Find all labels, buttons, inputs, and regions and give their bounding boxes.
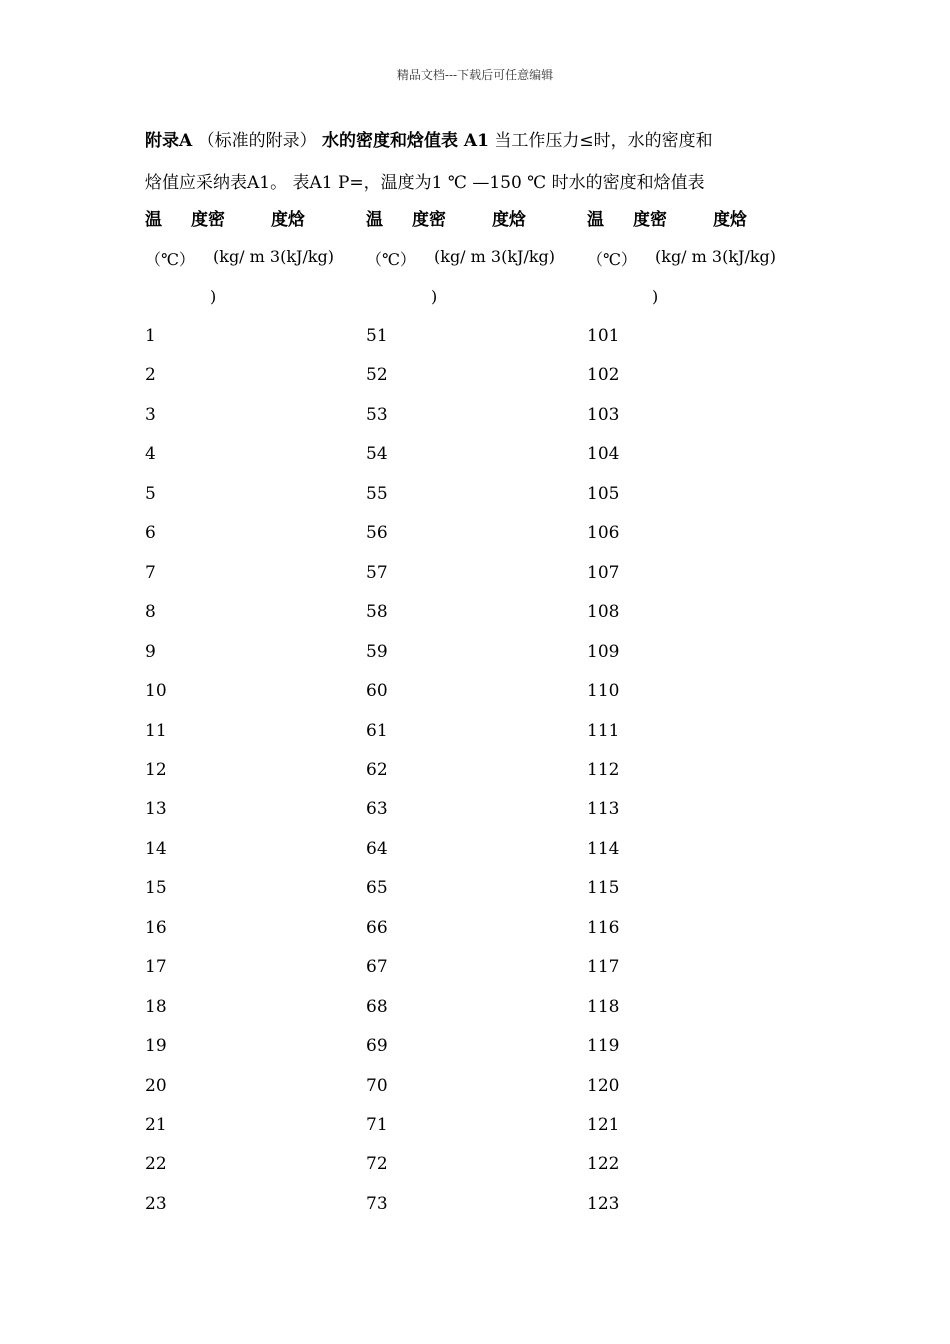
unit-values: (kg/ m 3(kJ/kg) — [213, 247, 335, 266]
temperature-cell: 66 — [366, 918, 388, 938]
intro-text: 当工作压力≤时，水的密度和 — [494, 131, 713, 151]
temperature-cell: 11 — [145, 721, 167, 741]
temperature-cell: 18 — [145, 997, 167, 1017]
temperature-cell: 118 — [587, 997, 620, 1017]
temperature-cell: 60 — [366, 681, 388, 701]
temperature-cell: 101 — [587, 326, 620, 346]
temperature-cell: 59 — [366, 642, 388, 662]
header-enthalpy: 度焓 — [492, 210, 526, 230]
unit-close: ) — [652, 287, 659, 306]
temperature-cell: 1 — [145, 326, 156, 346]
temperature-cell: 71 — [366, 1115, 388, 1135]
intro-line-2: 焓值应采纳表A1。 表A1 P=，温度为1 ℃ —150 ℃ 时水的密度和焓值表 — [145, 173, 705, 193]
temperature-cell: 10 — [145, 681, 167, 701]
temperature-cell: 9 — [145, 642, 156, 662]
temperature-cell: 69 — [366, 1036, 388, 1056]
temperature-cell: 122 — [587, 1154, 620, 1174]
unit-close: ) — [431, 287, 438, 306]
unit-temp: （℃） — [145, 250, 195, 269]
header-temp: 温 — [145, 210, 162, 230]
temperature-cell: 58 — [366, 602, 388, 622]
temperature-cell: 5 — [145, 484, 156, 504]
temperature-cell: 52 — [366, 365, 388, 385]
appendix-label: 附录A — [145, 131, 193, 151]
temperature-cell: 103 — [587, 405, 620, 425]
temperature-cell: 14 — [145, 839, 167, 859]
temperature-cell: 8 — [145, 602, 156, 622]
header-enthalpy: 度焓 — [271, 210, 305, 230]
temperature-cell: 57 — [366, 563, 388, 583]
unit-values: (kg/ m 3(kJ/kg) — [434, 247, 556, 266]
temperature-cell: 23 — [145, 1194, 167, 1214]
temperature-cell: 72 — [366, 1154, 388, 1174]
temperature-cell: 55 — [366, 484, 388, 504]
temperature-cell: 22 — [145, 1154, 167, 1174]
unit-temp: （℃） — [366, 250, 416, 269]
temperature-cell: 2 — [145, 365, 156, 385]
temperature-cell: 15 — [145, 878, 167, 898]
temperature-cell: 104 — [587, 444, 620, 464]
temperature-cell: 65 — [366, 878, 388, 898]
header-temp: 温 — [587, 210, 604, 230]
temperature-cell: 6 — [145, 523, 156, 543]
temperature-cell: 20 — [145, 1076, 167, 1096]
temperature-cell: 7 — [145, 563, 156, 583]
temperature-cell: 12 — [145, 760, 167, 780]
temperature-cell: 113 — [587, 799, 620, 819]
header-density: 度密 — [633, 210, 667, 230]
temperature-cell: 64 — [366, 839, 388, 859]
appendix-note: （标准的附录） — [197, 131, 317, 151]
temperature-cell: 111 — [587, 721, 620, 741]
temperature-cell: 21 — [145, 1115, 167, 1135]
temperature-cell: 105 — [587, 484, 620, 504]
temperature-cell: 107 — [587, 563, 620, 583]
temperature-cell: 19 — [145, 1036, 167, 1056]
temperature-cell: 123 — [587, 1194, 620, 1214]
temperature-cell: 63 — [366, 799, 388, 819]
unit-close: ) — [210, 287, 217, 306]
temperature-cell: 4 — [145, 444, 156, 464]
temperature-cell: 53 — [366, 405, 388, 425]
temperature-cell: 119 — [587, 1036, 620, 1056]
temperature-cell: 114 — [587, 839, 620, 859]
page-watermark: 精品文档---下载后可任意编辑 — [396, 68, 554, 82]
temperature-cell: 117 — [587, 957, 620, 977]
temperature-cell: 110 — [587, 681, 620, 701]
temperature-cell: 16 — [145, 918, 167, 938]
temperature-cell: 61 — [366, 721, 388, 741]
temperature-cell: 116 — [587, 918, 620, 938]
temperature-cell: 109 — [587, 642, 620, 662]
temperature-cell: 17 — [145, 957, 167, 977]
temperature-cell: 68 — [366, 997, 388, 1017]
temperature-cell: 3 — [145, 405, 156, 425]
temperature-cell: 121 — [587, 1115, 620, 1135]
table-title: 水的密度和焓值表 A1 — [322, 131, 489, 151]
temperature-cell: 108 — [587, 602, 620, 622]
header-enthalpy: 度焓 — [713, 210, 747, 230]
temperature-cell: 56 — [366, 523, 388, 543]
temperature-cell: 73 — [366, 1194, 388, 1214]
header-density: 度密 — [191, 210, 225, 230]
temperature-cell: 102 — [587, 365, 620, 385]
unit-values: (kg/ m 3(kJ/kg) — [655, 247, 777, 266]
temperature-cell: 106 — [587, 523, 620, 543]
temperature-cell: 13 — [145, 799, 167, 819]
temperature-cell: 67 — [366, 957, 388, 977]
unit-temp: （℃） — [587, 250, 637, 269]
intro-line-1 — [145, 126, 815, 151]
temperature-cell: 120 — [587, 1076, 620, 1096]
temperature-cell: 54 — [366, 444, 388, 464]
temperature-cell: 70 — [366, 1076, 388, 1096]
temperature-cell: 51 — [366, 326, 388, 346]
temperature-cell: 115 — [587, 878, 620, 898]
header-temp: 温 — [366, 210, 383, 230]
header-density: 度密 — [412, 210, 446, 230]
temperature-cell: 62 — [366, 760, 388, 780]
temperature-cell: 112 — [587, 760, 620, 780]
